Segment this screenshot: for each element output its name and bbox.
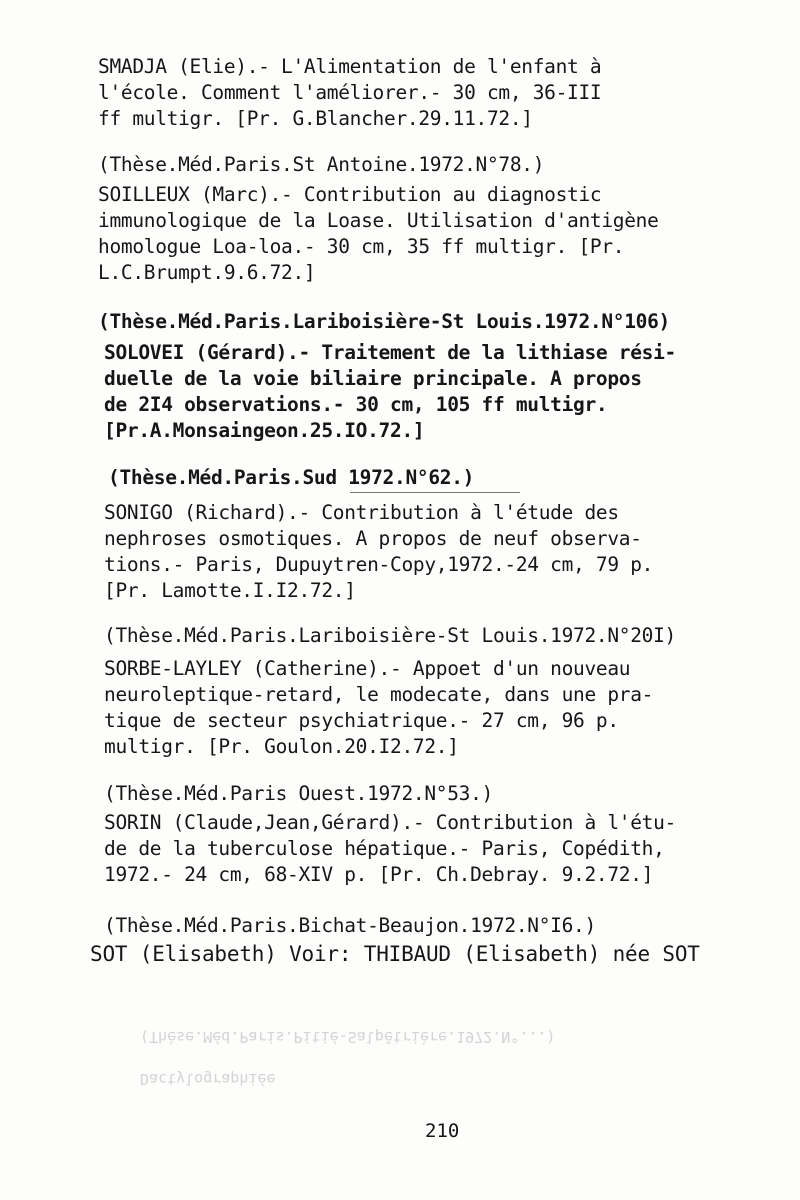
bibliography-entry-smadja xyxy=(98,54,730,132)
show-through-text: (Thèse.Méd.Paris.Pitié-Salpêtrière.1972.N°...) xyxy=(140,1028,556,1046)
bibliography-entry-sonigo xyxy=(104,500,736,604)
thesis-reference-solovei: (Thèse.Méd.Paris.Sud 1972.N°62.) xyxy=(108,466,475,489)
entry-line: [Pr. Lamotte.I.I2.72.] xyxy=(104,579,356,602)
bibliography-entry-soilleux xyxy=(98,182,730,286)
entry-line: L.C.Brumpt.9.6.72.] xyxy=(98,261,316,284)
entry-line: l'école. Comment l'améliorer.- 30 cm, 36-III xyxy=(98,81,602,104)
entry-line: de de la tuberculose hépatique.- Paris, Copédith, xyxy=(104,837,665,860)
entry-line: ff multigr. [Pr. G.Blancher.29.11.72.] xyxy=(98,107,533,130)
page-number: 210 xyxy=(425,1120,460,1142)
entry-line: SMADJA (Elie).- L'Alimentation de l'enfant à xyxy=(98,55,602,78)
bibliography-entry-sorbe-layley xyxy=(104,656,736,760)
entry-line: de 2I4 observations.- 30 cm, 105 ff multigr. xyxy=(104,393,608,416)
thesis-reference-sonigo: (Thèse.Méd.Paris.Lariboisière-St Louis.1972.N°20I) xyxy=(104,624,677,647)
entry-line: nephroses osmotiques. A propos de neuf observa- xyxy=(104,527,642,550)
entry-line: 1972.- 24 cm, 68-XIV p. [Pr. Ch.Debray. 9.2.72.] xyxy=(104,863,654,886)
entry-line: multigr. [Pr. Goulon.20.I2.72.] xyxy=(104,735,459,758)
entry-line: tique de secteur psychiatrique.- 27 cm, 96 p. xyxy=(104,709,619,732)
bibliography-entry-sorin xyxy=(104,810,736,888)
thesis-reference-soilleux: (Thèse.Méd.Paris.Lariboisière-St Louis.1972.N°106) xyxy=(98,310,671,333)
thesis-reference-sorbe-layley: (Thèse.Méd.Paris Ouest.1972.N°53.) xyxy=(104,782,493,805)
entry-line: SOILLEUX (Marc).- Contribution au diagnostic xyxy=(98,183,602,206)
entry-line: SONIGO (Richard).- Contribution à l'étude des xyxy=(104,501,619,524)
entry-line: SORIN (Claude,Jean,Gérard).- Contribution à l'étu- xyxy=(104,811,677,834)
thesis-reference-smadja: (Thèse.Méd.Paris.St Antoine.1972.N°78.) xyxy=(98,153,545,176)
entry-line: [Pr.A.Monsaingeon.25.IO.72.] xyxy=(104,419,425,442)
divider-rule xyxy=(350,492,520,493)
entry-line: SORBE-LAYLEY (Catherine).- Appoet d'un nouveau xyxy=(104,657,631,680)
entry-line: homologue Loa-loa.- 30 cm, 35 ff multigr. [Pr. xyxy=(98,235,625,258)
entry-line: immunologique de la Loase. Utilisation d'antigène xyxy=(98,209,659,232)
entry-line: neuroleptique-retard, le modecate, dans une pra- xyxy=(104,683,654,706)
show-through-text: Dactylographiée xyxy=(140,1070,276,1088)
bibliography-entry-solovei xyxy=(104,340,736,444)
entry-line: SOLOVEI (Gérard).- Traitement de la lithiase rési- xyxy=(104,341,677,364)
entry-line: tions.- Paris, Dupuytren-Copy,1972.-24 cm, 79 p. xyxy=(104,553,654,576)
entry-line: duelle de la voie biliaire principale. A propos xyxy=(104,367,642,390)
thesis-reference-sorin: (Thèse.Méd.Paris.Bichat-Beaujon.1972.N°I6.) xyxy=(104,914,596,937)
cross-reference: SOT (Elisabeth) Voir: THIBAUD (Elisabeth) née SOT xyxy=(90,942,700,966)
